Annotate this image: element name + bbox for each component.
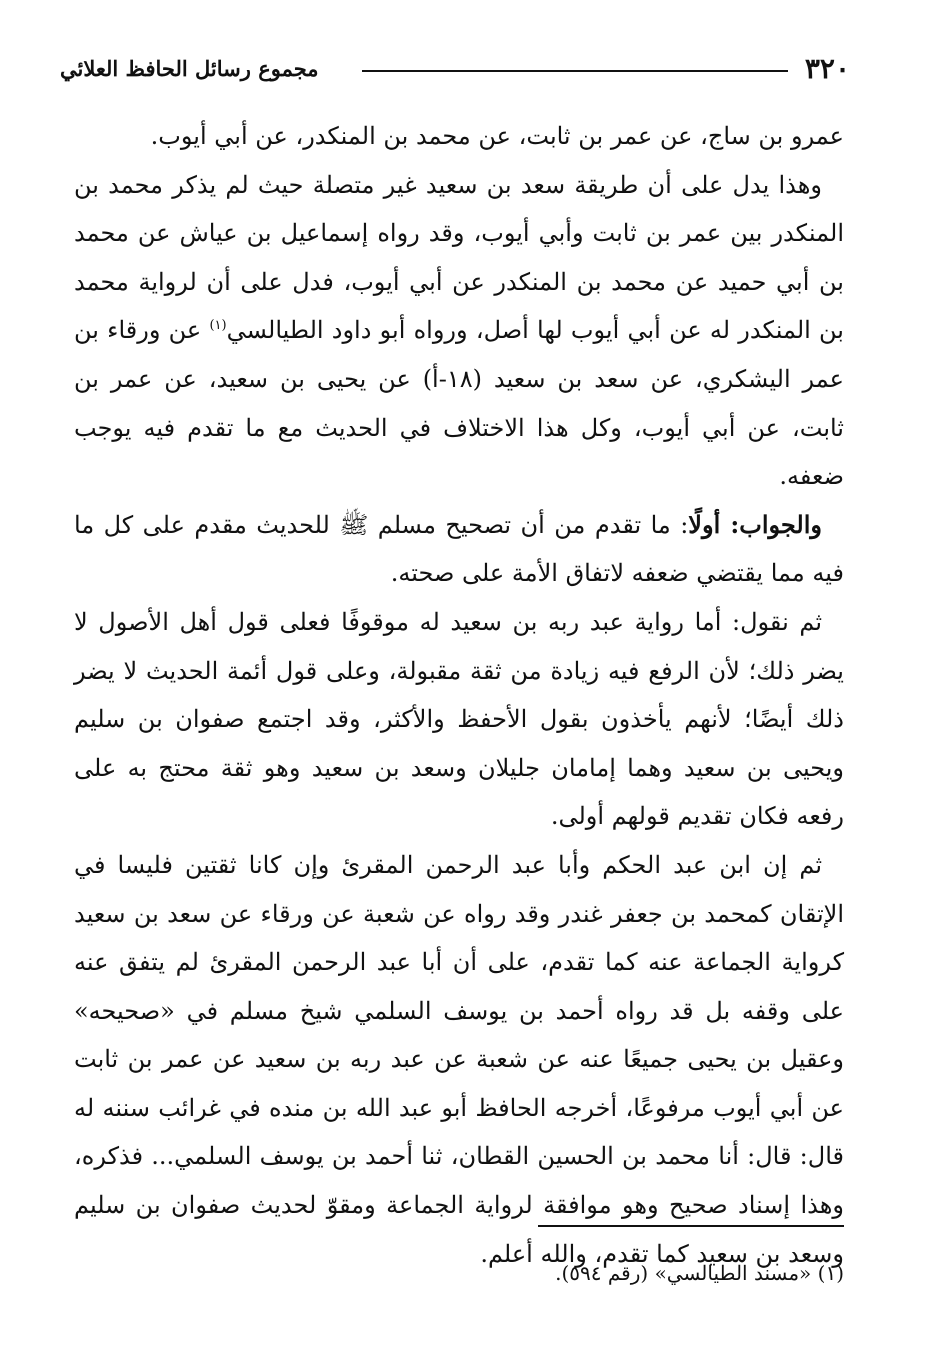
answer-lead: والجواب: أولًا — [688, 509, 822, 539]
paragraph-3 — [74, 501, 844, 598]
main-text — [74, 112, 844, 1278]
paragraph-1: عمرو بن ساج، عن عمر بن ثابت، عن محمد بن المنكدر، عن أبي أيوب. — [150, 122, 844, 150]
page-header — [60, 50, 850, 90]
footnote-marker: (١) — [209, 318, 227, 334]
header-rule — [362, 70, 788, 72]
paragraph-5: ثم إن ابن عبد الحكم وأبا عبد الرحمن المقرئ وإن كانا ثقتين فليسا في الإتقان كمحمد بن جعفر غندر وقد رواه عن شعبة عن ورقاء عن سعد بن سعيد كرواية الجماعة عنه كما تقدم، على أن أبا عبد الرحمن المقرئ لم يتفق عنه على وقفه بل قد رواه أحمد بن يوسف السلمي شيخ مسلم في «صحيحه» وعقيل بن يحيى جميعًا عنه عن شعبة عن عبد ربه بن سعيد عن عمر بن ثابت عن أبي أيوب مرفوعًا، أخرجه الحافظ أبو عبد الله بن منده في غرائب سننه له قال: قال: أنا محمد بن الحسين القطان، ثنا أحمد بن يوسف السلمي... فذكره، وهذا إسناد صحيح وهو موافقة لرواية الجماعة ومقوّ لحديث صفوان بن سليم وسعد بن سعيد كما تقدم، والله أعلم. — [74, 850, 844, 1268]
footnote-rule — [538, 1225, 844, 1227]
page-number: ٣٢٠ — [804, 52, 850, 85]
paragraph-2-rest: عن ورقاء بن عمر اليشكري، عن سعد بن سعيد (١٨-أ) عن يحيى بن سعيد، عن عمر بن ثابت، عن أبي أيوب، وكل هذا الاختلاف في الحديث مع ما تقدم فيه يوجب ضعفه. — [74, 316, 844, 491]
paragraph-4: ثم نقول: أما رواية عبد ربه بن سعيد له موقوفًا فعلى قول أهل الأصول لا يضر ذلك؛ لأن الرفع فيه زيادة من ثقة مقبولة، وعلى قول أئمة الحديث لا يضر ذلك أيضًا؛ لأنهم يأخذون بقول الأحفظ والأكثر، وقد اجتمع صفوان بن سليم ويحيى بن سعيد وهما إمامان جليلان وسعد بن سعيد وهو ثقة محتج به على رفعه فكان تقديم قولهم أولى. — [74, 607, 844, 831]
footnote: (١) «مسند الطيالسي» (رقم ٥٩٤). — [555, 1261, 844, 1285]
paragraph-2 — [74, 161, 844, 501]
paragraph-3-text: : ما تقدم من أن تصحيح مسلم ﷺ للحديث مقدم على كل ما فيه مما يقتضي ضعفه لاتفاق الأمة على صحته. — [74, 510, 844, 588]
paragraph-2-text: وهذا يدل على أن طريقة سعد بن سعيد غير متصلة حيث لم يذكر محمد بن المنكدر بين عمر بن ثابت وأبي أيوب، وقد رواه إسماعيل بن عياش عن محمد بن أبي حميد عن محمد بن المنكدر عن أبي أيوب، فدل على أن لرواية محمد بن المنكدر له عن أبي أيوب لها أصل، ورواه أبو داود الطيالسي — [74, 170, 844, 345]
running-title: مجموع رسائل الحافظ العلائي — [60, 56, 319, 81]
